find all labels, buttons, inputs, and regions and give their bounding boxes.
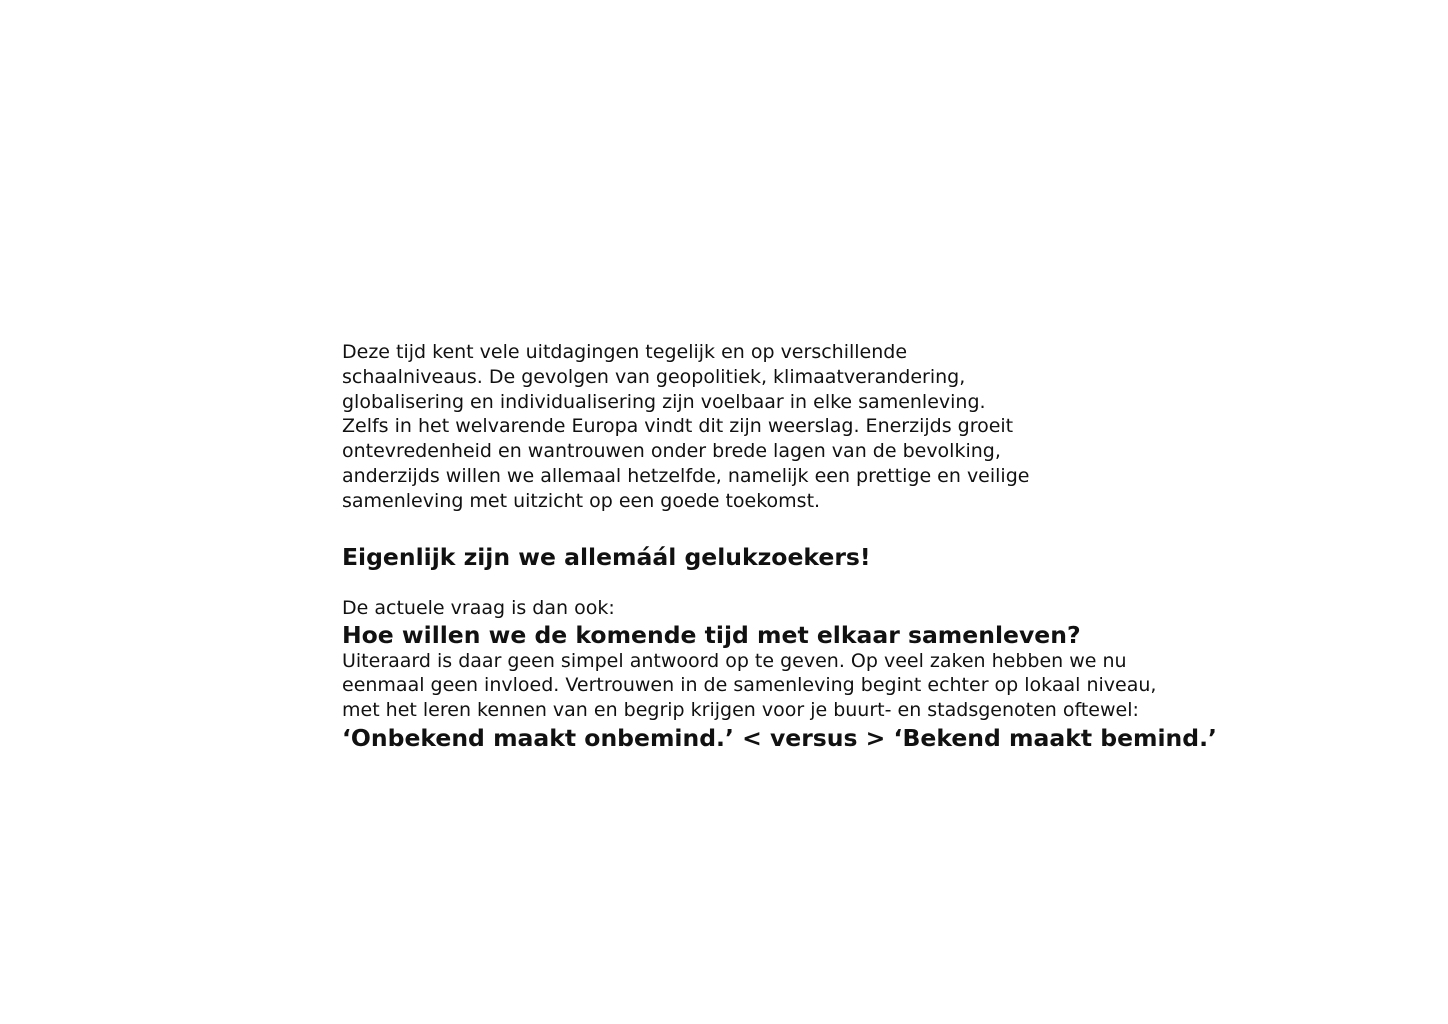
motto-text: ‘Onbekend maakt onbemind.’ < versus > ‘Bekend maakt bemind.’ [342, 724, 1217, 753]
intro-line: schaalniveaus. De gevolgen van geopolitiek, klimaatverandering, [342, 365, 966, 388]
question-heading: Hoe willen we de komende tijd met elkaar samenleven? [342, 620, 1081, 649]
intro-paragraph [342, 340, 1342, 514]
body-line: met het leren kennen van en begrip krijgen voor je buurt- en stadsgenoten oftewel: [342, 698, 1139, 721]
body-line: Uiteraard is daar geen simpel antwoord op te geven. Op veel zaken hebben we nu [342, 649, 1127, 672]
intro-line: globalisering en individualisering zijn voelbaar in elke samenleving. [342, 390, 986, 413]
intro-line: anderzijds willen we allemaal hetzelfde, namelijk een prettige en veilige [342, 464, 1030, 487]
intro-line: Deze tijd kent vele uitdagingen tegelijk en op verschillende [342, 341, 908, 363]
question-intro-text: De actuele vraag is dan ook: [342, 596, 615, 619]
text-block [342, 340, 1342, 752]
body-line: eenmaal geen invloed. Vertrouwen in de samenleving begint echter op lokaal niveau, [342, 674, 1157, 697]
intro-line: samenleving met uitzicht op een goede toekomst. [342, 489, 821, 512]
body-paragraph [342, 649, 1342, 723]
intro-line: Zelfs in het welvarende Europa vindt dit zijn weerslag. Enerzijds groeit [342, 415, 1014, 438]
intro-line: ontevredenheid en wantrouwen onder brede lagen van de bevolking, [342, 440, 1001, 463]
main-heading: Eigenlijk zijn we allemáál gelukzoekers! [342, 542, 871, 571]
